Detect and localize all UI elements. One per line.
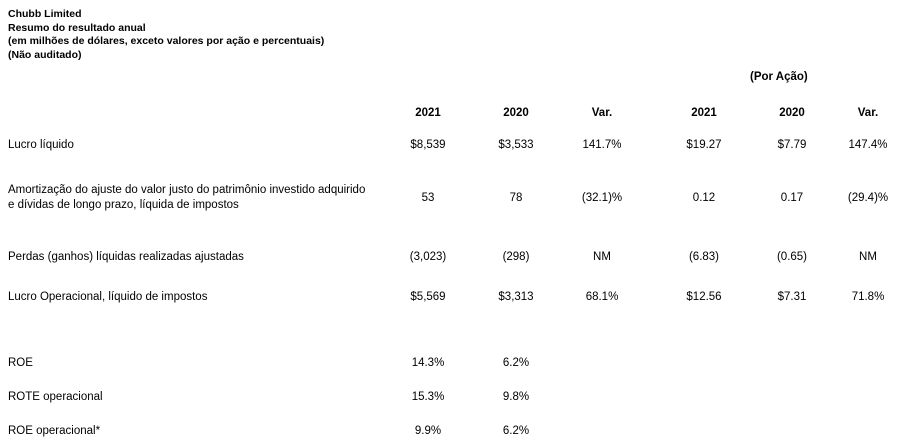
cell-value: $7.31: [777, 291, 807, 303]
ratio-value: 9.9%: [414, 425, 442, 437]
col-header-ps-2020: 2020: [779, 107, 805, 119]
units-note: (em milhões de dólares, exceto valores por ação e percentuais): [8, 35, 325, 47]
cell-value: 0.12: [692, 192, 716, 204]
cell-value: 0.17: [780, 192, 804, 204]
per-share-label: (Por Ação): [750, 71, 808, 83]
cell-value: 147.4%: [848, 139, 888, 151]
audit-note: (Não auditado): [8, 48, 82, 61]
cell-value: NM: [859, 251, 877, 263]
row-label: Perdas (ganhos) líquidas realizadas ajustadas: [8, 251, 244, 263]
report-subtitle: Resumo do resultado anual: [8, 21, 146, 34]
col-header-2020: 2020: [503, 107, 529, 119]
ratio-label: ROE operacional*: [8, 425, 101, 437]
cell-value: $7.79: [777, 139, 807, 151]
cell-value: (298): [502, 251, 530, 263]
row-label-line-2: e dívidas de longo prazo, líquida de impostos: [8, 199, 239, 211]
ratio-value: 9.8%: [502, 391, 530, 403]
ratio-value: 15.3%: [411, 391, 445, 403]
cell-value: 53: [421, 192, 435, 204]
company-name: Chubb Limited: [8, 8, 82, 20]
col-header-ps-var: Var.: [857, 107, 879, 119]
cell-value: (0.65): [776, 251, 808, 263]
ratio-value: 14.3%: [411, 357, 445, 369]
col-header-var: Var.: [591, 107, 613, 119]
cell-value: $12.56: [686, 291, 722, 303]
cell-value: 68.1%: [585, 291, 619, 303]
report-header: [8, 8, 324, 62]
row-label-line-1: Amortização do ajuste do valor justo do patrimônio investido adquirido: [8, 184, 366, 196]
cell-value: (32.1)%: [581, 192, 623, 204]
cell-value: (3,023): [409, 251, 447, 263]
cell-value: (6.83): [688, 251, 720, 263]
cell-value: $19.27: [686, 139, 722, 151]
ratio-label: ROE: [8, 357, 33, 369]
ratio-label: ROTE operacional: [8, 391, 103, 403]
cell-value: 78: [509, 192, 523, 204]
cell-value: $3,533: [498, 139, 534, 151]
cell-value: $3,313: [498, 291, 534, 303]
cell-value: (29.4)%: [847, 192, 889, 204]
cell-value: 141.7%: [582, 139, 622, 151]
row-label: Lucro Operacional, líquido de impostos: [8, 291, 208, 303]
cell-value: $5,569: [410, 291, 446, 303]
cell-value: $8,539: [410, 139, 446, 151]
cell-value: 71.8%: [851, 291, 885, 303]
row-label: Lucro líquido: [8, 139, 74, 151]
col-header-ps-2021: 2021: [691, 107, 717, 119]
ratio-value: 6.2%: [502, 357, 530, 369]
cell-value: NM: [593, 251, 611, 263]
ratio-value: 6.2%: [502, 425, 530, 437]
col-header-2021: 2021: [415, 107, 441, 119]
